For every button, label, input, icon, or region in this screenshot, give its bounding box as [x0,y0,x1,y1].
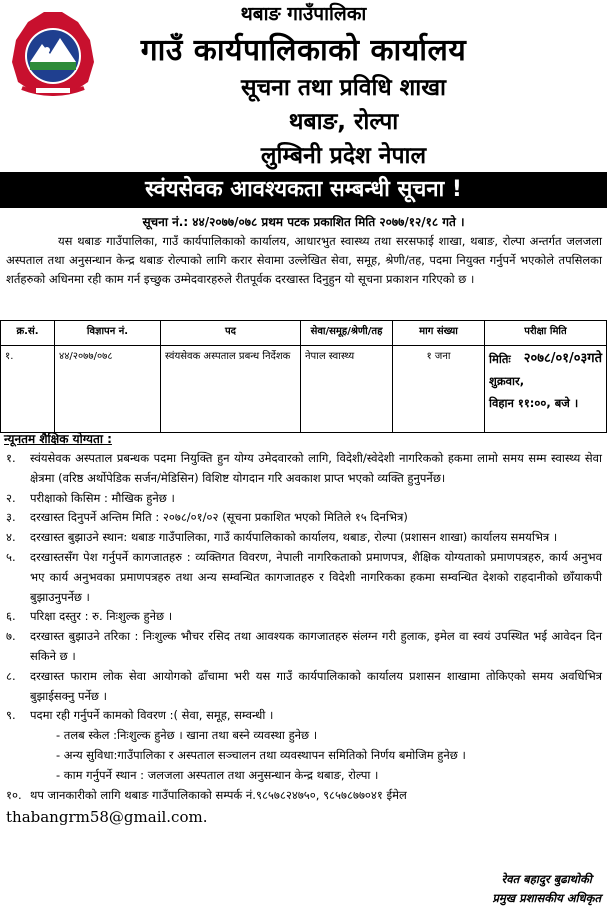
item-text: दरखास्त बुझाउने तरिका : निःशुल्क भौचर रसिद तथा आवश्यक कागजातहरु संलग्न गरी हुलाक, इमेल वा स्वयं उपस्थित भई आवेदन दिन सकिने छ । [30,629,602,663]
item-number: ३. [6,510,16,525]
notice-banner: स्वंयसेवक आवश्यकता सम्बन्धी सूचना ! [0,172,607,208]
min-qualification-title: न्यूनतम शैक्षिक योग्यता : [4,432,112,446]
sub-item-facilities: - अन्य सुविधा:गाउँपालिका र अस्पताल सञ्चालन तथा व्यवस्थापन समितिको निर्णय बमोजिम हुनेछ । [56,747,466,762]
cell-post: स्वंयसेवक अस्पताल प्रबन्ध निर्देशक [161,346,301,433]
item-number: ४. [6,530,16,545]
province: लुम्बिनी प्रदेश नेपाल [260,143,427,169]
signatory-title: प्रमुख प्रशासकीय अधिकृत [492,891,601,905]
header-service: सेवा/समूह/श्रेणी/तह [301,321,393,346]
item-text: स्वंयसेवक अस्पताल प्रबन्धक पदमा नियुक्ति हुन योग्य उमेदवारको लागि, विदेशी/स्वेदेशी नागरिकको हकमा लामो समय सम्म स्वास्थ्य सेवा क्षेत्रमा (वरिष्ठ अर्थोपेडिक सर्जन/मेडिसिन) विशिष्ट योगदान गरि अवकाश प्राप्त भएको व्यक्ति हुनुपर्नेछ। [30,451,602,485]
list-item [6,627,602,667]
header-demand: माग संख्या [393,321,485,346]
exam-time: विहान ११:००, बजे । [489,396,579,410]
item-text: दरखास्त बुझाउने स्थान: थबाङ गाउँपालिका, गाउँ कार्यपालिकाको कार्यालय, थबाङ, रोल्पा (प्रशासन शाखा) कार्यालय समयभित्र । [30,530,558,545]
list-item [6,706,602,726]
item-number: ६. [6,609,16,624]
exam-date: २०७८/०१/०३गते [523,351,602,366]
exam-day: शुक्रवार, [489,374,525,388]
item-text: पदमा रही गर्नुपर्ने कामको विवरण :( सेवा, समूह, सम्वन्धी । [30,708,274,723]
office-name: गाउँ कार्यपालिकाको कार्यालय [140,33,467,68]
contact-email: thabangrm58@gmail.com. [6,808,208,827]
list-item [6,667,602,707]
list-item [6,508,602,528]
exam-date-line [489,348,602,370]
notice-reference: सूचना नं.: ४४/२०७७/०७८ प्रथम पटक प्रकाशित मिति २०७७/१२/१८ गते । [142,215,465,229]
sub-item-workplace: - काम गर्नुपर्ने स्थान : जलजला अस्पताल तथा अनुसन्धान केन्द्र थबाङ, रोल्पा । [56,767,379,782]
header-ad-no: विज्ञापन नं. [55,321,161,346]
item-number: ७. [6,629,16,644]
list-item [6,548,602,607]
branch-name: सूचना तथा प्रविधि शाखा [241,75,446,101]
location: थबाङ, रोल्पा [288,109,399,135]
item-text: दरखास्तसँग पेश गर्नुपर्ने कागजातहरु : व्यक्तिगत विवरण, नेपाली नागरिकताको प्रमाणपत्र, शैक्षिक योग्यताको प्रमाणपत्रहरु, कार्य अनुभव भए कार्य अनुभवका प्रमाणपत्रहरु तथा अन्य सम्वन्धित कागजातहरु र विदेशी नागरिकका हकमा सम्वन्धित देशको राहदानीको छाँयाकपी बुझाउनुपर्नेछ । [30,549,602,604]
conditions-list [6,449,602,829]
cell-sn: १. [1,346,55,433]
list-item [6,607,602,627]
table-header-row [1,321,607,346]
item-number: ८. [6,668,16,683]
item-text: दरखास्त दिनुपर्ने अन्तिम मिति : २०७८/०१/०२ (सूचना प्रकाशित भएको मितिले १५ दिनभित्र) [30,510,408,525]
header-sn: क्र.सं. [1,321,55,346]
item-text: परीक्षाको किसिम : मौखिक हुनेछ । [30,490,175,505]
municipality-name: थबाङ गाउँपालिका [240,3,367,25]
vacancy-table [0,320,607,433]
item-text: दरखास्त फाराम लोक सेवा आयोगको ढाँचामा भरी यस गाउँ कार्यपालिकाको कार्यालय प्रशासन शाखामा तोकिएको समय अवधिभित्र बुझाईसक्नु पर्नेछ । [30,668,602,703]
header-exam-date: परीक्षा मिति [485,321,607,346]
sub-item-salary: - तलब स्केल :निःशुल्क हुनेछ । खाना तथा बस्ने व्यवस्था हुनेछ । [56,728,318,743]
header-post: पद [161,321,301,346]
cell-exam [485,346,607,433]
contact-item [6,786,602,806]
item-number: ५. [6,549,16,564]
item-number: १. [6,451,16,465]
table-row [1,346,607,433]
list-item [6,489,602,509]
contact-text: थप जानकारीको लागि थबाङ गाउँपालिकाको सम्पर्क नं.९८५७८२४७५०, ९८५७८७७०४१ ईमेल [30,787,407,802]
cell-ad-no: ४४/२०७७/०७८ [55,346,161,433]
item-text: परिक्षा दस्तुर : रु. निःशुल्क हुनेछ । [30,609,173,624]
item-number: १०. [6,787,22,802]
exam-label: मितिः [489,352,511,366]
signatory-name: रेवत बहादुर बुढाथोकी [501,872,592,886]
item-number: २. [6,490,16,505]
cell-demand: १ जना [393,346,485,433]
signature-block [492,870,601,908]
list-item [6,528,602,548]
intro-paragraph: यस थबाङ गाउँपालिका, गाउँ कार्यपालिकाको कार्यालय, आधारभुत स्वास्थ्य तथा सरसफाई शाखा, थबाङ, रोल्पा अन्तर्गत जलजला अस्पताल तथा अनुसन्धान केन्द्र थबाङ रोल्पाको लागि करार सेवामा उल्लेखित सेवा, समूह, श्रेणी/तह, पदमा नियुक्त गर्नुपर्ने भएकोले तपसिलका शर्तहरुको अधिनमा रही काम गर्न इच्छुक उम्मेदवारहरुले रीतपूर्वक दरखास्त दिनुहुन यो सूचना प्रकाशन गरिएको छ । [6,234,602,286]
list-item [6,449,602,489]
item-number: ९. [6,708,16,723]
cell-service: नेपाल स्वास्थ्य [301,346,393,433]
